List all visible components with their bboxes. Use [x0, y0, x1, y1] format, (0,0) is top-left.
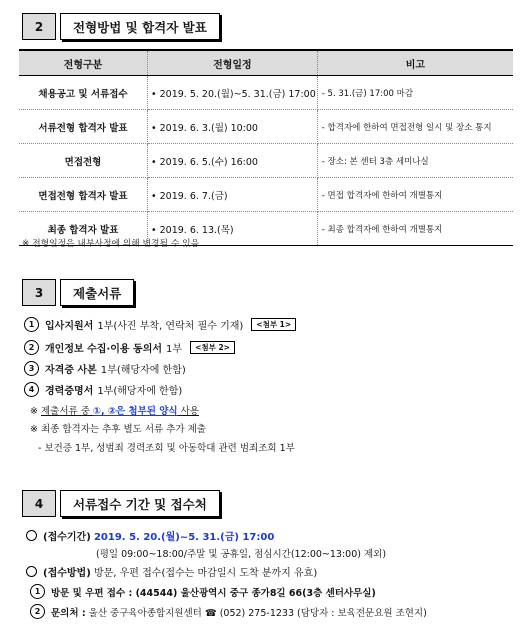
schedule-table: [19, 49, 513, 246]
submission-address: 1 방문 및 우편 접수 : (44544) 울산광역시 중구 종가8길 66(3층 센터사무실): [30, 584, 376, 599]
attachment-tag: <첨부 1>: [251, 318, 296, 331]
section-title: 서류접수 기간 및 접수처: [60, 490, 220, 517]
row-date: • 2019. 6. 5.(수) 16:00: [148, 144, 318, 178]
document-item: [24, 361, 186, 376]
document-detail: 1부(사진 부착, 연락처 필수 기재): [97, 321, 244, 332]
table-row: [19, 144, 513, 178]
submission-period: (접수기간) 2019. 5. 20.(월)~5. 31.(금) 17:00: [26, 528, 274, 543]
submission-period-hours: (평일 09:00~18:00/주말 및 공휴일, 점심시간(12:00~13:00) 제외): [96, 549, 387, 560]
section-title: 전형방법 및 합격자 발표: [60, 13, 220, 40]
circled-number: 3: [24, 361, 39, 376]
document-item: [24, 382, 182, 397]
circled-number: 4: [24, 382, 39, 397]
section-number: 2: [22, 13, 56, 40]
row-category: 서류전형 합격자 발표: [19, 110, 148, 144]
section-number: 3: [22, 279, 56, 306]
row-note: - 5. 31.(금) 17:00 마감: [317, 76, 513, 110]
column-header-category: 전형구분: [19, 50, 148, 76]
row-category: 면접전형 합격자 발표: [19, 178, 148, 212]
document-name: 입사지원서: [45, 321, 94, 332]
additional-docs-detail: - 보건증 1부, 성범죄 경력조회 및 아동학대 관련 범죄조회 1부: [38, 443, 295, 454]
document-name: 개인정보 수집·이용 동의서: [45, 344, 163, 355]
form-note: ※ 제출서류 중 ①, ②은 첨부된 양식 사용: [30, 406, 199, 417]
document-detail: 1부(해당자에 한함): [97, 386, 183, 397]
contact-info: 2 문의처 : 울산 중구육아종합지원센터 ☎ (052) 275-1233 (담당자 : 보육전문요원 조현지): [30, 604, 427, 619]
document-detail: 1부: [166, 344, 183, 355]
attachment-tag: <첨부 2>: [190, 341, 235, 354]
circled-number: 2: [24, 340, 39, 355]
section-2-header: [22, 13, 220, 40]
row-date: • 2019. 6. 7.(금): [148, 178, 318, 212]
schedule-footnote: ※ 전형일정은 내부사정에 의해 변경될 수 있음: [22, 239, 200, 249]
section-number: 4: [22, 490, 56, 517]
section-4-header: [22, 490, 220, 517]
hollow-circle-icon: [26, 566, 37, 577]
section-3-header: [22, 279, 134, 306]
document-item: [24, 317, 296, 332]
circled-number: 2: [30, 604, 45, 619]
table-row: [19, 178, 513, 212]
document-name: 경력증명서: [45, 386, 94, 397]
row-note: - 최종 합격자에 한하여 개별통지: [317, 212, 513, 246]
table-row: [19, 110, 513, 144]
submission-method: (접수방법) 방문, 우편 접수(접수는 마감일시 도착 분까지 유효): [26, 564, 317, 579]
row-note: - 장소: 본 센터 3층 세미나실: [317, 144, 513, 178]
document-item: [24, 340, 235, 355]
table-row: [19, 76, 513, 110]
section-title: 제출서류: [60, 279, 134, 306]
table-header-row: [19, 50, 513, 76]
column-header-note: 비고: [317, 50, 513, 76]
row-category: 최종 합격자 발표: [19, 212, 148, 246]
additional-docs-note: ※ 최종 합격자는 추후 별도 서류 추가 제출: [30, 424, 206, 435]
circled-number: 1: [30, 584, 45, 599]
row-date: • 2019. 5. 20.(월)~5. 31.(금) 17:00: [148, 76, 318, 110]
row-category: 면접전형: [19, 144, 148, 178]
row-date: • 2019. 6. 13.(목): [148, 212, 318, 246]
row-note: - 면접 합격자에 한하여 개별통지: [317, 178, 513, 212]
document-detail: 1부(해당자에 한함): [100, 365, 186, 376]
row-date: • 2019. 6. 3.(월) 10:00: [148, 110, 318, 144]
circled-number: 1: [24, 317, 39, 332]
hollow-circle-icon: [26, 530, 37, 541]
row-note: - 합격자에 한하여 면접전형 일시 및 장소 통지: [317, 110, 513, 144]
row-category: 채용공고 및 서류접수: [19, 76, 148, 110]
document-name: 자격증 사본: [45, 365, 97, 376]
column-header-date: 전형일정: [148, 50, 318, 76]
